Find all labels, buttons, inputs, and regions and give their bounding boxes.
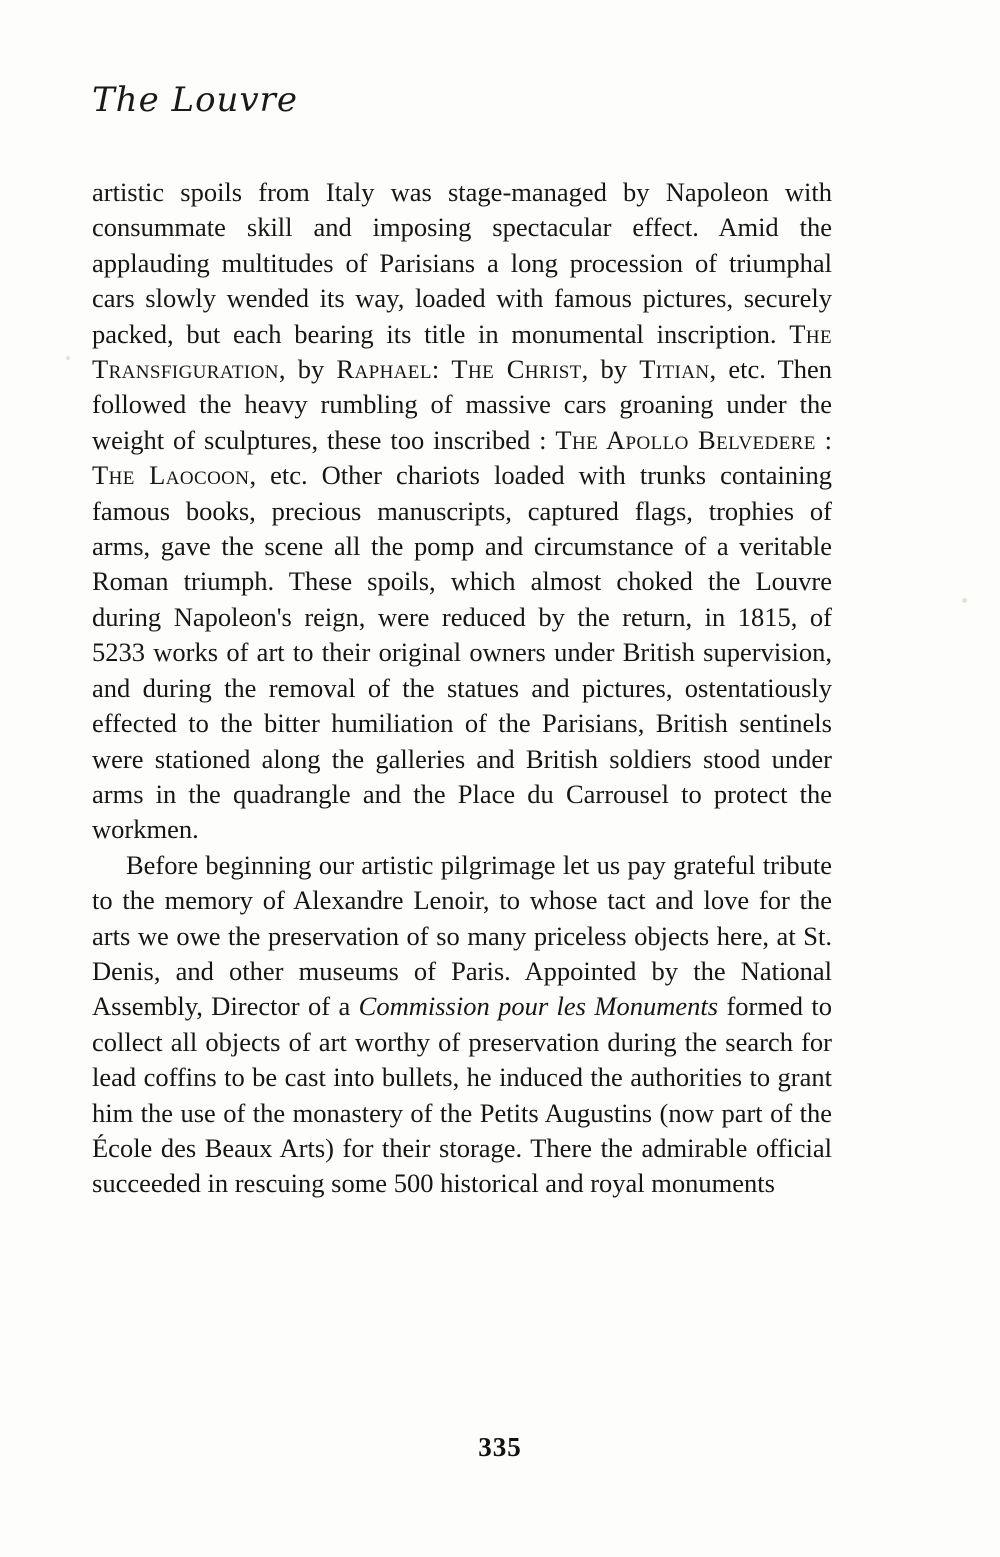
text-run: artistic spoils from Italy was stage-managed by Napoleon with consummate skill and imposing spectacular effect. Amid the applauding multitudes of Parisians a long procession of triumphal cars slowly wended its way, loaded with famous pictures, securely packed, but each bearing its title in monumental inscription. xyxy=(92,177,832,349)
paper-speck xyxy=(962,598,967,603)
text-run: , etc. Other chariots loaded with trunks containing famous books, precious manuscripts, captured flags, trophies of arms, gave the scene all the pomp and circumstance of a veritable Roman triumph. These spoils, which almost choked the Louvre during Napoleon's reign, were reduced by the return, in 1815, of 5233 works of art to their original owners under British supervision, and during the removal of the statues and pictures, ostentatiously effected to the bitter humiliation of the Parisians, British sentinels were stationed along the galleries and British soldiers stood under arms in the quadrangle and the Place du Carrousel to protect the workmen. xyxy=(92,460,832,845)
text-run: , by xyxy=(278,354,337,385)
paper-speck xyxy=(66,356,70,360)
text-run: , by xyxy=(581,354,640,385)
italic-run: Commission pour les Monuments xyxy=(358,991,719,1022)
small-caps-run: Raphael xyxy=(336,354,432,385)
paragraph xyxy=(92,175,832,848)
small-caps-run: The Apollo Belvedere xyxy=(555,424,816,455)
page-running-head: The Louvre xyxy=(92,80,299,120)
text-run: : xyxy=(431,354,452,385)
paragraph xyxy=(92,848,832,1202)
page-text-column xyxy=(92,175,832,1202)
small-caps-run: Titian xyxy=(639,354,710,385)
small-caps-run: The Christ xyxy=(451,354,582,385)
text-run: Before beginning our artistic pilgrimage let us pay grateful tribute to the memory of Alexandre Lenoir, to whose tact and love for the arts we owe the preservation of so many priceless objects here, at St. Denis, and other museums of Paris. Appointed by the National Assembly, Director of a xyxy=(92,849,832,1022)
text-run: : xyxy=(815,424,832,455)
small-caps-run: The Laocoon xyxy=(92,460,250,491)
text-run: formed to collect all objects of art worthy of preservation during the search for lead coffins to be cast into bullets, he induced the authorities to grant him the use of the monastery of the Petits Augustins (now part of the École des Beaux Arts) for their storage. There the admirable official succeeded in rescuing some 500 historical and royal monuments xyxy=(92,991,833,1199)
text-run: , etc. Then followed the heavy rumbling of massive cars groaning under the weight of sculptures, these too inscribed : xyxy=(92,354,833,455)
small-caps-run: The Transfiguration xyxy=(92,318,832,385)
page-number: 335 xyxy=(478,1432,522,1462)
